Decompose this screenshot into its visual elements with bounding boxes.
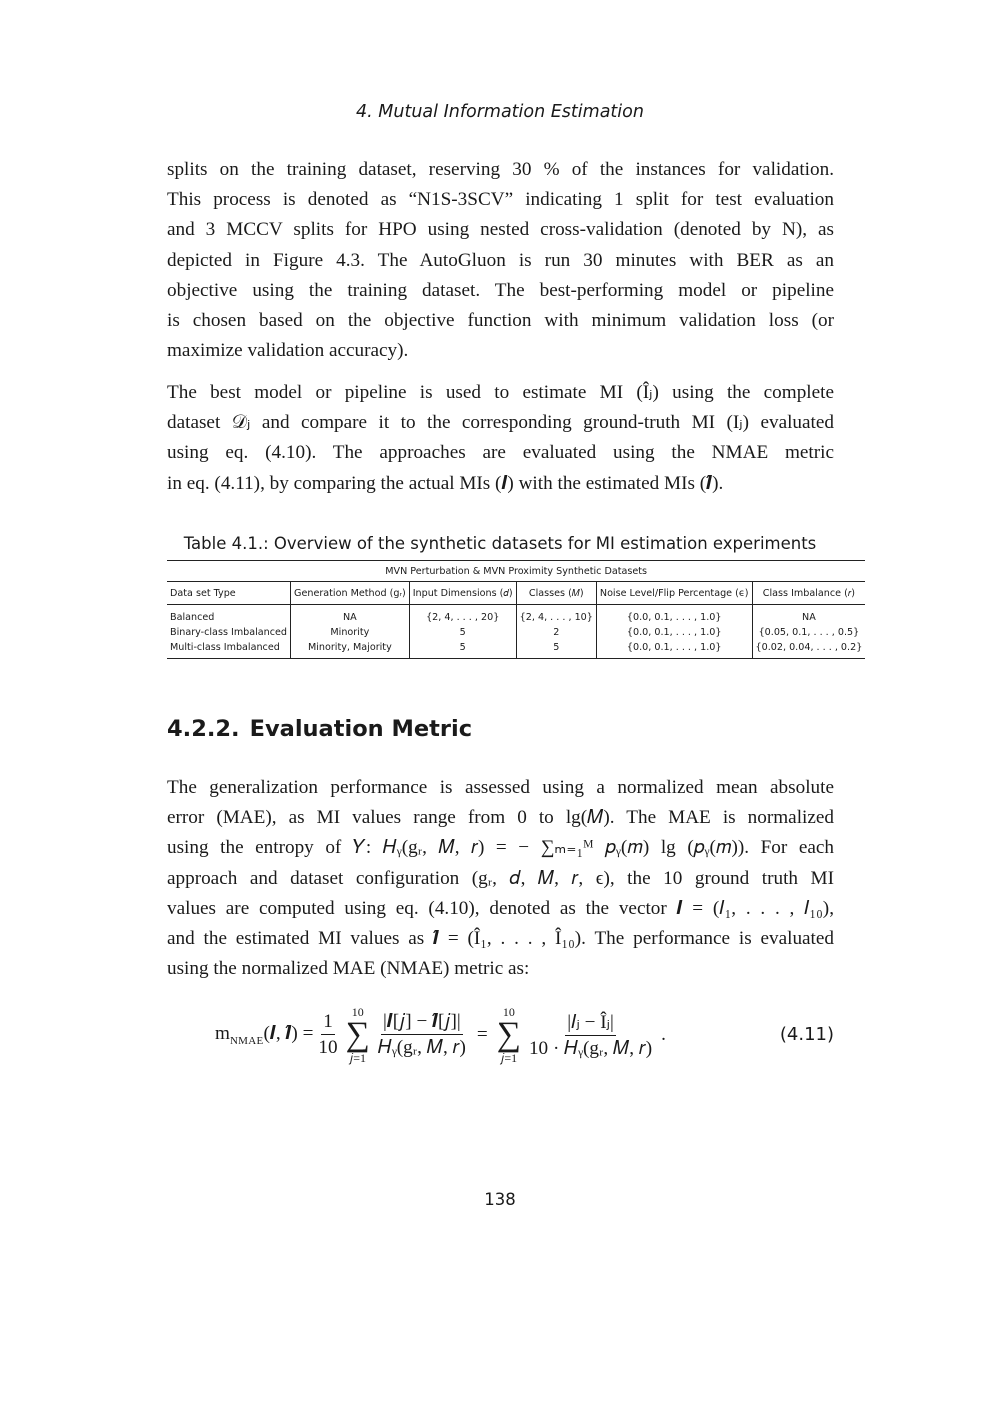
table-cell: NA: [291, 605, 410, 626]
text-line: using the normalized MAE (NMAE) metric as:: [167, 958, 530, 980]
column-header: Data set Type: [167, 582, 291, 605]
text-line: using eq. (4.10). The approaches are evaluated using the NMAE metric: [167, 442, 834, 464]
sigma-glyph: ∑: [496, 1016, 521, 1053]
synthetic-datasets-table: [167, 560, 865, 659]
fraction-one-tenth: [316, 1011, 339, 1059]
text-line: maximize validation accuracy).: [167, 340, 409, 362]
section-heading: [167, 716, 472, 742]
table-cell: Balanced: [167, 605, 291, 626]
table-caption: Table 4.1.: Overview of the synthetic datasets for MI estimation experiments: [183, 534, 817, 553]
text-line: dataset 𝒟ⱼ and compare it to the corresponding ground-truth MI (Iⱼ) evaluated: [167, 412, 834, 434]
table-row: [167, 640, 865, 659]
equation-lhs: [215, 1023, 313, 1047]
fraction-denominator: 10: [318, 1037, 338, 1058]
paragraph-hpo-splits: [167, 155, 834, 366]
fraction-numerator: 1: [321, 1011, 335, 1035]
sigma-glyph: ∑: [345, 1016, 370, 1053]
table-cell: Binary-class Imbalanced: [167, 625, 291, 640]
column-header: Generation Method (gᵣ): [291, 582, 410, 605]
sum-lower-limit: 𝑗=1: [500, 1051, 518, 1065]
page-number: 138: [484, 1190, 516, 1209]
text-line: values are computed using eq. (4.10), denoted as the vector 𝑰 = (𝐼₁, . . . , 𝐼₁₀),: [167, 897, 834, 919]
sum-lower-limit: 𝑗=1: [349, 1051, 367, 1065]
column-header: Input Dimensions (𝑑): [409, 582, 516, 605]
text-line: objective using the training dataset. The best-performing model or pipeline: [167, 279, 834, 301]
summation-symbol: [346, 1006, 370, 1064]
fraction-numerator: |𝐼ⱼ − Îⱼ|: [565, 1010, 616, 1036]
table-row: [167, 625, 865, 640]
table-cell: Minority, Majority: [291, 640, 410, 659]
table-cell: {2, 4, . . . , 20}: [409, 605, 516, 626]
table-cell: 5: [516, 640, 596, 659]
table-cell: {0.05, 0.1, . . . , 0.5}: [758, 627, 860, 638]
text-line: The best model or pipeline is used to estimate MI (Îⱼ) using the complete: [167, 382, 834, 403]
column-header: Class Imbalance (𝑟): [752, 582, 865, 605]
table-cell: {2, 4, . . . , 10}: [516, 605, 596, 626]
text-line: depicted in Figure 4.3. The AutoGluon is run 30 minutes with BER as an: [167, 249, 834, 271]
text-line: is chosen based on the objective function with minimum validation loss (or: [167, 310, 834, 332]
text-line: in eq. (4.11), by comparing the actual MIs (𝑰) with the estimated MIs (𝑰̂).: [167, 472, 724, 494]
text-line: approach and dataset configuration (gᵣ, 𝑑, 𝑀, 𝑟, ϵ), the 10 ground truth MI: [167, 867, 834, 889]
text-line: The generalization performance is assessed using a normalized mean absolute: [167, 777, 834, 798]
fraction-denominator: 10 · 𝐻ᵧ(gᵣ, 𝑀, 𝑟): [528, 1038, 653, 1059]
equation-number: (4.11): [779, 1024, 834, 1045]
text-line: using the entropy of 𝑌: 𝐻ᵧ(gᵣ, 𝑀, 𝑟) = − ∑ₘ₌₁ᴹ 𝑝ᵧ(𝑚) lg (𝑝ᵧ(𝑚)). For each: [167, 837, 834, 859]
sum-upper-limit: 10: [502, 1005, 515, 1019]
table-cell: Multi-class Imbalanced: [167, 640, 291, 659]
paragraph-best-model: [167, 378, 834, 499]
table-cell: {0.0, 0.1, . . . , 1.0}: [596, 605, 752, 626]
lhs-subscript: NMAE: [229, 1034, 264, 1047]
sum-upper-limit: 10: [351, 1005, 364, 1019]
column-header: Classes (𝑀): [516, 582, 596, 605]
equals-sign: =: [476, 1024, 488, 1045]
fraction-denominator: 𝐻ᵧ(gᵣ, 𝑀, 𝑟): [377, 1037, 466, 1058]
fraction-normalized-error: [527, 1010, 654, 1060]
lhs-args: (𝑰, 𝑰̂) =: [263, 1023, 314, 1045]
equation-period: .: [661, 1024, 666, 1045]
table-cell: 5: [409, 640, 516, 659]
table-group-header-row: [167, 561, 865, 582]
nmae-equation: [167, 1000, 834, 1070]
table-row: [167, 605, 865, 626]
table-cell: 5: [409, 625, 516, 640]
table-group-header: MVN Perturbation & MVN Proximity Synthetic Datasets: [167, 561, 865, 582]
table-cell: {0.0, 0.1, . . . , 1.0}: [596, 640, 752, 659]
section-title-text: Evaluation Metric: [249, 716, 473, 742]
fraction-numerator: |𝑰[𝑗] − 𝑰̂[𝑗]|: [381, 1011, 463, 1035]
table-header-row: [167, 582, 865, 605]
lhs-m: m: [215, 1023, 230, 1045]
running-header: 4. Mutual Information Estimation: [356, 102, 644, 122]
table-cell: Minority: [291, 625, 410, 640]
table-cell: 2: [516, 625, 596, 640]
paragraph-evaluation-metric: [167, 773, 834, 984]
table-cell: NA: [802, 612, 816, 623]
fraction-error-over-entropy: [376, 1011, 468, 1059]
column-header: Noise Level/Flip Percentage (ϵ): [596, 582, 752, 605]
text-line: error (MAE), as MI values range from 0 to lg(𝑀). The MAE is normalized: [167, 807, 834, 829]
table-cell: {0.02, 0.04, . . . , 0.2}: [752, 640, 865, 659]
equation-body: [215, 1000, 666, 1070]
text-line: and the estimated MI values as 𝑰̂ = (Î₁, . . . , Î₁₀). The performance is evaluated: [167, 928, 834, 950]
section-number: 4.2.2.: [167, 716, 240, 742]
text-line: splits on the training dataset, reserving 30 % of the instances for validation.: [167, 159, 834, 180]
summation-symbol: [497, 1006, 521, 1064]
table-cell: {0.0, 0.1, . . . , 1.0}: [596, 625, 752, 640]
text-line: This process is denoted as “N1S-3SCV” indicating 1 split for test evaluation: [167, 189, 834, 211]
text-line: and 3 MCCV splits for HPO using nested cross-validation (denoted by N), as: [167, 219, 834, 241]
